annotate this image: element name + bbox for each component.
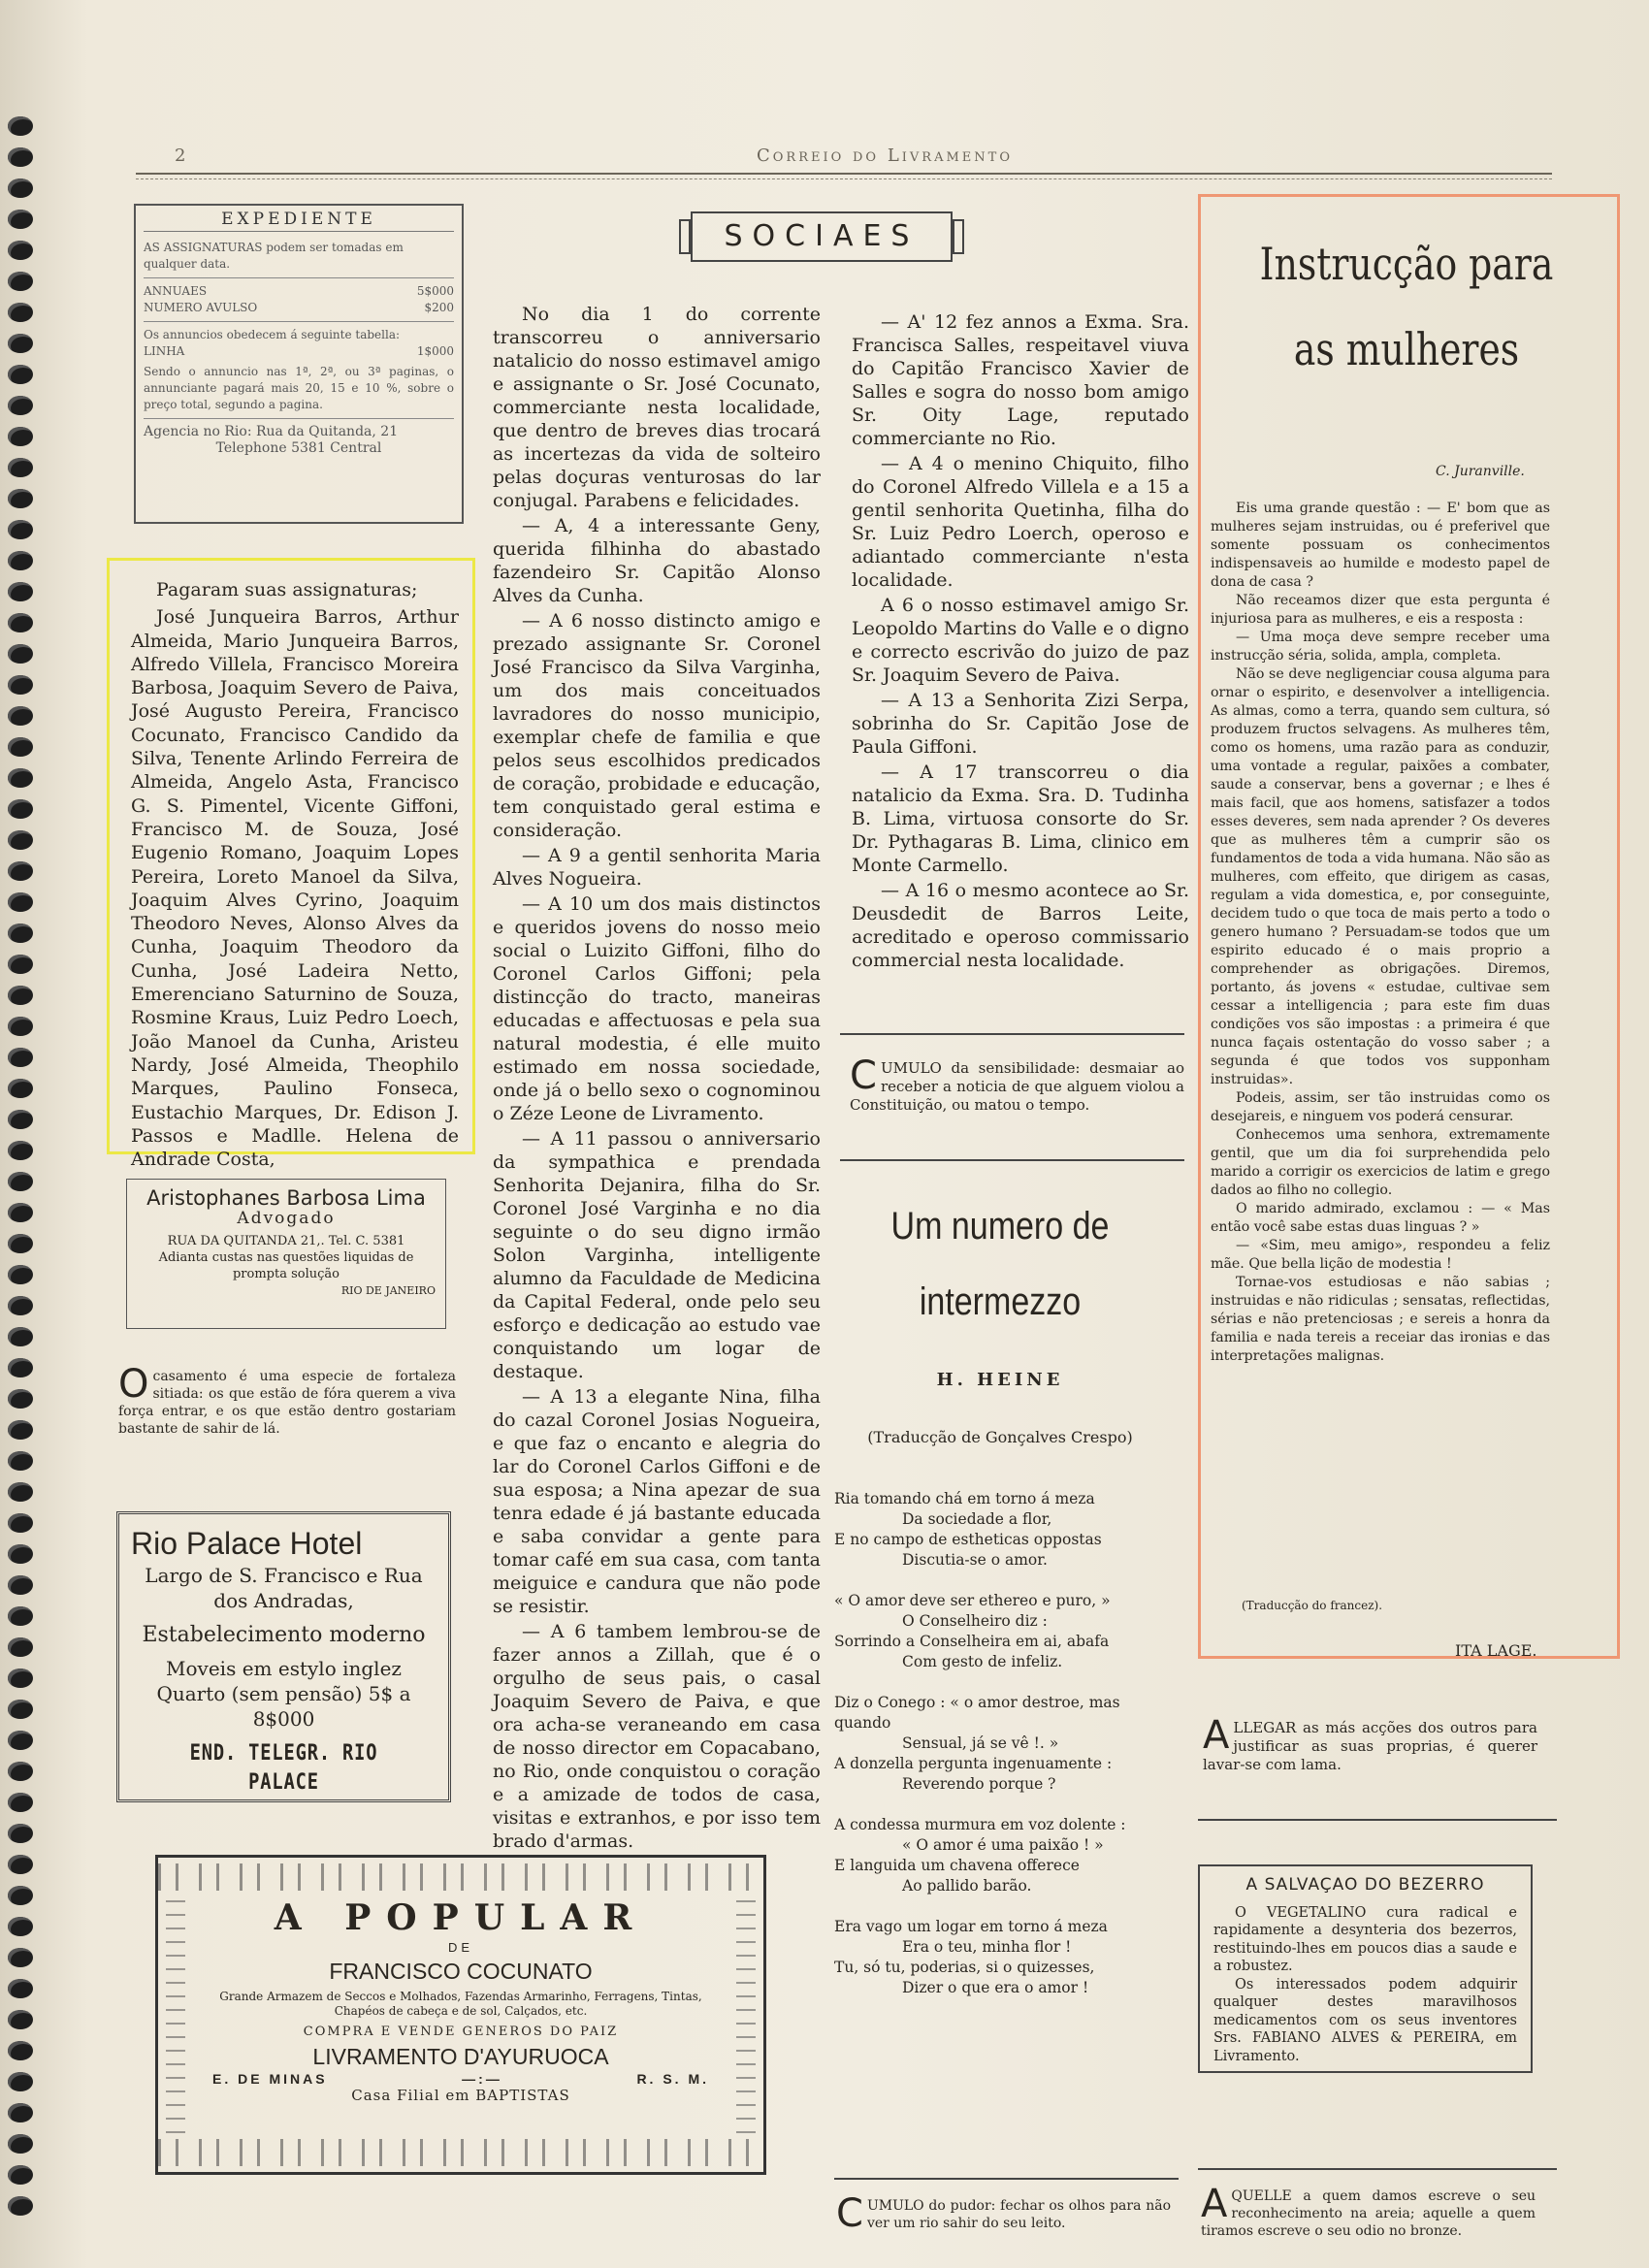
binder-ring [8,1110,33,1129]
binder-ring [8,1575,33,1595]
binder-ring [8,427,33,446]
social-note: — A 10 um dos mais distinctos e queridos jovens do nosso meio social o Luizito Giffoni, filho do Coronel Carlos Giffoni; pela distincção do tracto, maneiras educadas e affectuosas e pela sua natural modestia, é elle muito estimado em nossa sociedade, onde já o bello sexo o cognominou o Zéze Leone de Livramento. [493,893,821,1124]
binder-ring [8,1513,33,1533]
dropcap: A [1203,1713,1230,1758]
cumulo-text: UMULO do pudor: fechar os olhos para não ver um rio sahir do seu leito. [866,2198,1171,2231]
line-label: LINHA [144,344,185,358]
poem-line: Da sociedade a flor, [902,1510,1052,1528]
column-divider [1198,2168,1557,2170]
header-rule [136,173,1552,175]
binder-ring [8,892,33,912]
article-paragraph: — Uma moça deve sempre receber uma instrucção séria, solida, ampla, completa. [1211,630,1550,664]
binder-ring [8,1948,33,1967]
article-paragraph: Tornae-vos estudiosas e não sabias ; instruidas e não ridiculas ; sensatas, reflectidas, sérias e não pretenciosas ; e sereis a honra da familia e nada tereis a receiar das ironias e das interpretações malignas. [1211,1275,1550,1364]
bezerro-p2: Os interessados podem adquirir qualquer destes maravilhosos medicamentos com os seus inventores Srs. FABIANO ALVES & PEREIRA, em Livramento. [1213,1976,1517,2064]
binder-ring [8,116,33,136]
binder-ring [8,1669,33,1688]
poem-line: E no campo de estheticas oppostas [834,1531,1102,1548]
article-paragraph: Não receamos dizer que esta pergunta é injuriosa para as mulheres, e eis a resposta : [1211,593,1550,627]
newspaper-title: Correio do Livramento [757,146,1013,166]
instruccao-body [1211,500,1550,1366]
annual-price: 5$000 [416,284,454,298]
state-mid: —:— [462,2071,502,2087]
store-name: A POPULAR [274,1897,648,1938]
binder-ring [8,1358,33,1377]
title-line: Instrucção para [1259,238,1554,290]
maxim-text: LLEGAR as más acções dos outros para justificar as suas proprias, é querer lavar-se com lama. [1203,1719,1537,1773]
hotel-telegram: END. TELEGR. RIO PALACE [189,1741,378,1795]
binder-ring [8,2103,33,2122]
poem-stanza [834,1815,1176,1896]
sociaes-column-1 [493,303,821,1855]
page-number: 2 [175,146,189,166]
binder-ring [8,1451,33,1471]
divider [144,277,454,278]
poem-stanza [834,1693,1176,1795]
binder-ring [8,551,33,570]
binder-ring [8,2072,33,2091]
social-note: — A 4 o menino Chiquito, filho do Coronel Alfredo Villela e a 15 a gentil senhorita Quetinha, filha do Sr. Luiz Pedro Loerch, operoso e adiantado commerciante n'esta localidade. [852,453,1189,591]
binder-ring [8,675,33,695]
binder-ring [8,768,33,788]
binder-ring [8,1544,33,1564]
binder-ring [8,955,33,974]
binder-ring [8,1172,33,1191]
social-note: — A 9 a gentil senhorita Maria Alves Nogueira. [493,845,821,890]
poem-line: E languida um chavena offerece [834,1857,1080,1874]
poem-stanza [834,1917,1176,1998]
allegar-maxim [1203,1713,1537,1774]
intermezzo-title: Um numero de intermezzo [890,1205,1110,1323]
binder-ring [8,923,33,943]
binder-ring [8,1824,33,1843]
lawyer-address: RUA DA QUITANDA 21,. Tel. C. 5381 [167,1234,405,1248]
column-divider [840,1033,1184,1035]
binder-ring [8,1917,33,1936]
sociaes-heading: SOCIAES [691,211,953,262]
binder-ring [8,613,33,632]
poem-line: Ria tomando chá em torno á meza [834,1490,1095,1507]
hotel-address: Largo de S. Francisco e Rua dos Andradas, [145,1564,423,1612]
binder-ring [8,1606,33,1626]
cumulo-text: UMULO da sensibilidade: desmaiar ao receber a noticia de que alguem violou a Constituição, ou matou o tempo. [850,1059,1184,1114]
poem-line: Sorrindo a Conselheira em ai, abafa [834,1633,1110,1650]
article-paragraph: Podeis, assim, ser tão instruidas como os desejareis, e ninguem vos poderá censurar. [1211,1090,1550,1124]
expediente-box [134,204,464,524]
social-note: — A 13 a Senhorita Zizi Serpa, sobrinha do Sr. Capitão Jose de Paula Giffoni. [852,690,1189,758]
binder-ring [8,2196,33,2216]
subscribers-list: José Junqueira Barros, Arthur Almeida, Mario Junqueira Barros, Alfredo Villela, Francisco Moreira Barbosa, Joaquim Severo de Paiva, José Augusto Pereira, Francisco Cocunato, Francisco Candido da Silva, Tenente Arlindo Ferreira de Almeida, Angelo Asta, Francisco G. S. Pimentel, Vicente Giffoni, Francisco M. de Souza, José Eugenio Romano, Joaquim Lopes Pereira, Loreto Manoel da Silva, Joaquim Alves Cyrino, Joaquim Theodoro Neves, Alonso Alves da Cunha, Joaquim Theodoro da Cunha, José Ladeira Netto, Emerenciano Saturnino de Souza, Rosmine Kraus, Luiz Pedro Loech, João Manoel da Cunha, Aristeu Nardy, José Almeida, Theophilo Marques, Paulino Fonseca, Eustachio Marques, Dr. Edison J. Passos e Madlle. Helena de Andrade Costa, [131,606,459,1171]
annual-label: ANNUAES [144,284,208,298]
store-state-row [193,2071,728,2087]
binder-ring [8,2010,33,2029]
cumulo-sensibilidade [850,1053,1184,1115]
dropcap: C [836,2191,863,2236]
subscribers-title: Pagaram suas assignaturas; [156,579,418,600]
dropcap: O [118,1362,149,1407]
binder-ring [8,1327,33,1346]
binder-ring [8,1700,33,1719]
binder-ring [8,489,33,508]
column-divider [1198,1819,1557,1821]
binder-ring [8,1482,33,1502]
intermezzo-author: H. HEINE [936,1370,1064,1390]
ornament-border [736,1896,756,2133]
instruccao-title [1255,221,1558,392]
ornament-border [158,1863,763,1891]
lawyer-role: Advogado [237,1209,336,1228]
state-right: R. S. M. [636,2071,709,2087]
state-left: E. DE MINAS [212,2071,328,2087]
lawyer-ad [126,1179,446,1329]
store-description: Grande Armazem de Seccos e Molhados, Fazendas Armarinho, Ferragens, Tintas, Chapéos de cabeça e de sol, Calçados, etc. [219,1990,702,2018]
avulso-label: NUMERO AVULSO [144,301,258,314]
binder-ring [8,1731,33,1750]
poem-line: Diz o Conego : « o amor destroe, mas quando [834,1694,1120,1732]
intermezzo-translator: (Traducção de Gonçalves Crespo) [867,1428,1133,1446]
binder-ring [8,582,33,601]
a-popular-ad [155,1855,766,2175]
ads-intro: Os annuncios obedecem á seguinte tabella: [144,328,401,341]
article-paragraph: Eis uma grande questão : — E' bom que as mulheres sejam instruidas, ou é preferivel que somente possuam os conhecimentos indispensaveis ao humilde e modesto papel de dona de casa ? [1211,501,1550,590]
binder-ring [8,2041,33,2060]
poem-line: Sensual, já se vê !. » [902,1734,1059,1752]
binder-ring [8,1296,33,1315]
social-note: No dia 1 do corrente transcorreu o anniversario natalicio do nosso estimavel amigo e assignante o Sr. José Cocunato, commerciante nesta localidade, que dentro de breves dias trocará as incertezas da vida de solteiro pelas doçuras venturosas do lar conjugal. Parabens e felicidades. [493,304,821,511]
store-town: LIVRAMENTO D'AYURUOCA [312,2044,609,2069]
binder-ring [8,1793,33,1812]
binder-ring [8,303,33,322]
title-line: as mulheres [1293,323,1520,375]
maxim-text: QUELLE a quem damos escreve o seu reconhecimento na areia; aquelle a quem tiramos escreve o seu odio no bronze. [1201,2188,1536,2239]
rio-palace-ad [116,1511,451,1802]
bezerro-p1: O VEGETALINO cura radical e rapidamente a desynteria dos bezerros, restituindo-lhes em poucos dias a saude e a robustez. [1213,1904,1517,1974]
social-note: — A' 12 fez annos a Exma. Sra. Francisca Salles, respeitavel viuva do Capitão Francisco Xavier de Salles e sogra do nosso bom amigo Sr. Oity Lage, reputado commerciante no Rio. [852,311,1189,449]
telephone: Telephone 5381 Central [215,440,382,456]
ornament-border [158,2139,763,2166]
binder-ring [8,1420,33,1440]
binder-ring [8,706,33,726]
binder-ring [8,986,33,1005]
subscribers-box [107,558,475,1171]
ad-content [193,1896,728,2129]
hotel-name: Rio Palace Hotel [131,1526,363,1561]
binder-ring [8,1265,33,1284]
binder-ring [8,241,33,260]
social-note: — A 17 transcorreu o dia natalicio da Exma. Sra. D. Tudinha B. Lima, virtuosa consorte do Sr. Dr. Pythagaras B. Lima, clinico em Monte Carmello. [852,761,1189,876]
poem-line: Era vago um logar em torno á meza [834,1918,1108,1935]
store-de: DE [447,1940,474,1955]
maxim-text: casamento é uma especie de fortaleza sitiada: os que estão de fóra querem a viva força entrar, e os que estão dentro gostariam bastante de sahir de lá. [118,1369,456,1437]
expediente-title: EXPEDIENTE [144,211,454,232]
poem-line: O Conselheiro diz : [902,1612,1048,1630]
store-branch: Casa Filial em BAPTISTAS [351,2087,570,2104]
binder-ring [8,1886,33,1905]
social-note: A 6 o nosso estimavel amigo Sr. Leopoldo Martins do Valle e o digno e correcto escrivão do juizo de paz Sr. Joaquim Severo de Paiva. [852,595,1189,686]
store-buy-sell: COMPRA E VENDE GENEROS DO PAIZ [303,2025,619,2039]
divider [144,321,454,322]
poem-line: Ao pallido barão. [902,1877,1032,1895]
binder-ring [8,1079,33,1098]
social-note: — A 16 o mesmo acontece ao Sr. Deusdedit de Barros Leite, acreditado e operoso commissario commercial nesta localidade. [852,880,1189,971]
expediente-intro: AS ASSIGNATURAS podem ser tomadas em qualquer data. [144,241,404,271]
poem-line: « O amor deve ser ethereo e puro, » [834,1592,1111,1609]
poem-line: Reverendo porque ? [902,1775,1056,1793]
article-paragraph: Conhecemos uma senhora, extremamente gentil, que um dia foi surprehendida pelo marido a corrigir os exercicios de latim e grego dados ao filho no collegio. [1211,1127,1550,1198]
avulso-price: $200 [424,301,454,314]
hotel-tagline: Estabelecimento moderno [142,1623,426,1647]
line-price: 1$000 [416,344,454,358]
binder-ring [8,396,33,415]
binder-ring [8,1979,33,1998]
binder-ring [8,1389,33,1409]
binder-ring [8,1762,33,1781]
sociaes-column-2 [852,310,1189,974]
binder-ring [8,1141,33,1160]
ornament-border [166,1896,185,2133]
binder-ring [8,830,33,850]
hotel-price: Quarto (sem pensão) 5$ a 8$000 [156,1682,411,1731]
binder-ring [8,178,33,198]
social-note: — A 13 a elegante Nina, filha do cazal Coronel Josias Nogueira, e que faz o encanto e alegria do lar do Coronel Carlos Giffoni e de sua esposa; a Nina apezar de sua tenra edade é já bastante educada e saba convidar a gente para tomar café em sua casa, com tanta meiguice e candura que não pode se resistir. [493,1386,821,1617]
poem-line: A condessa murmura em voz dolente : [834,1816,1126,1833]
poem-stanza [834,1591,1176,1672]
binder-ring [8,1637,33,1657]
poem-line: Tu, só tu, poderias, si o quizesses, [834,1959,1095,1976]
poem-line: Dizer o que era o amor ! [902,1979,1089,1996]
poem-line: Era o teu, minha flor ! [902,1938,1072,1956]
ads-note: Sendo o annuncio nas 1ª, 2ª, ou 3ª paginas, o annunciante pagará mais 20, 15 e 10 %, sobre o preço total, segundo a pagina. [144,365,454,411]
page-header [136,146,1552,169]
bezerro-ad [1198,1864,1533,2073]
casamento-maxim [118,1362,456,1438]
lawyer-service: Adianta custas nas questões liquidas de prompta solução [158,1250,414,1281]
article-paragraph: O marido admirado, exclamou : — « Mas então você sabe estas duas linguas ? » [1211,1201,1550,1235]
binder-ring [8,2134,33,2154]
cumulo-pudor [836,2191,1171,2236]
poem-line: Discutia-se o amor. [902,1551,1048,1569]
dropcap: C [850,1053,877,1098]
binder-ring [8,520,33,539]
bezerro-title: A SALVAÇAO DO BEZERRO [1245,1875,1485,1895]
poem-stanza [834,1489,1176,1571]
intermezzo-poem [834,1489,1176,2019]
price-row [144,283,454,300]
binder-ring [8,272,33,291]
lawyer-city: RIO DE JANEIRO [340,1284,436,1297]
instruccao-translation-note: (Traducção do francez). [1242,1599,1383,1612]
binder-ring [8,861,33,881]
price-row [144,300,454,316]
binder-ring [8,799,33,819]
article-paragraph: Não se deve negligenciar cousa alguma para ornar o espirito, e desenvolver a intelligencia. As almas, como a terra, quando sem cultura, só produzem fructos selvagens. As mulheres têm, como os homens, uma razão para as conduzir, uma vontade a regular, paixões a combater, saude a conservar, bens a governar ; e lhes é mais facil, que aos homens, satisfazer a todos esses deveres, sem nada aprender ? Os deveres que as mulheres têm a cumprir são os fundamentos de toda a vida humana. Não são as mulheres, com effeito, que dirigem as casas, regulam a vida domestica, e, por conseguinte, decidem tudo o que toca de mais perto a todo o genero humano ? Persuadam-se todos que um espirito educado é o mais proprio a comprehender as obrigações. Diremos, portanto, ás jovens « estudae, cultivae sem cessar a intelligencia ; para este fim duas condições vos são impostas : a primeira é que nunca façais ostentação do vosso saber ; a segunda é que todos vos supponham instruidas». [1211,666,1550,1087]
social-note: — A 6 nosso distincto amigo e prezado assignante Sr. Coronel José Francisco da Silva Varginha, um dos mais conceituados lavradores do nosso municipio, exemplar chefe de familia e que pelos seus escolhidos predicados de coração, probidade e educação, tem conquistado geral estima e consideração. [493,610,821,841]
poem-line: Com gesto de infeliz. [902,1653,1063,1670]
hotel-furniture: Moveis em estylo inglez [166,1657,402,1680]
social-note: — A, 4 a interessante Geny, querida filhinha do abastado fazendeiro Sr. Capitão Alonso Alves da Cunha. [493,515,821,606]
poem-line: « O amor é uma paixão ! » [902,1836,1104,1854]
binder-rings [0,116,58,2251]
agency: Agencia no Rio: Rua da Quitanda, 21 [144,424,399,439]
binder-ring [8,458,33,477]
header-rule-dashed [136,178,1552,179]
social-note: — A 6 tambem lembrou-se de fazer annos a Zillah, que é o orgulho de seus pais, o casal Joaquim Severo de Paiva, e que ora acha-se veraneando em casa de nosso director em Copacabano, no Rio, onde conquistou o coração e a amizade de todos de casa, visitas e extranhos, e por isso tem brado d'armas. [493,1621,821,1852]
instruccao-signature: ITA LAGE. [1455,1641,1537,1660]
binder-ring [8,147,33,167]
binder-ring [8,644,33,664]
binder-ring [8,1048,33,1067]
article-paragraph: — «Sim, meu amigo», respondeu a feliz mãe. Que bella lição de modestia ! [1211,1238,1550,1272]
binder-ring [8,334,33,353]
aquelle-maxim [1201,2182,1536,2240]
binder-ring [8,365,33,384]
dropcap: A [1201,2182,1228,2226]
binder-ring [8,1855,33,1874]
instruccao-author: C. Juranville. [1436,464,1525,479]
binder-ring [8,1203,33,1222]
binder-ring [8,737,33,757]
social-note: — A 11 passou o anniversario da sympathica e prendada Senhorita Dejanira, filha do Sr. Coronel José Varginha e no dia seguinte o do seu digno irmão Solon Varginha, intelligente alumno da Faculdade de Medicina da Capital Federal, onde pelo seu esforço e dedicação ao estudo vae conquistando um logar de destaque. [493,1128,821,1382]
binder-ring [8,1017,33,1036]
divider [144,418,454,419]
column-divider [840,1159,1184,1161]
binder-ring [8,210,33,229]
poem-line: A donzella pergunta ingenuamente : [834,1755,1113,1772]
binder-ring [8,1234,33,1253]
price-row [144,343,454,360]
store-owner: FRANCISCO COCUNATO [329,1959,593,1984]
lawyer-name: Aristophanes Barbosa Lima [146,1186,426,1210]
binder-ring [8,2165,33,2185]
column-divider [834,2178,1179,2180]
